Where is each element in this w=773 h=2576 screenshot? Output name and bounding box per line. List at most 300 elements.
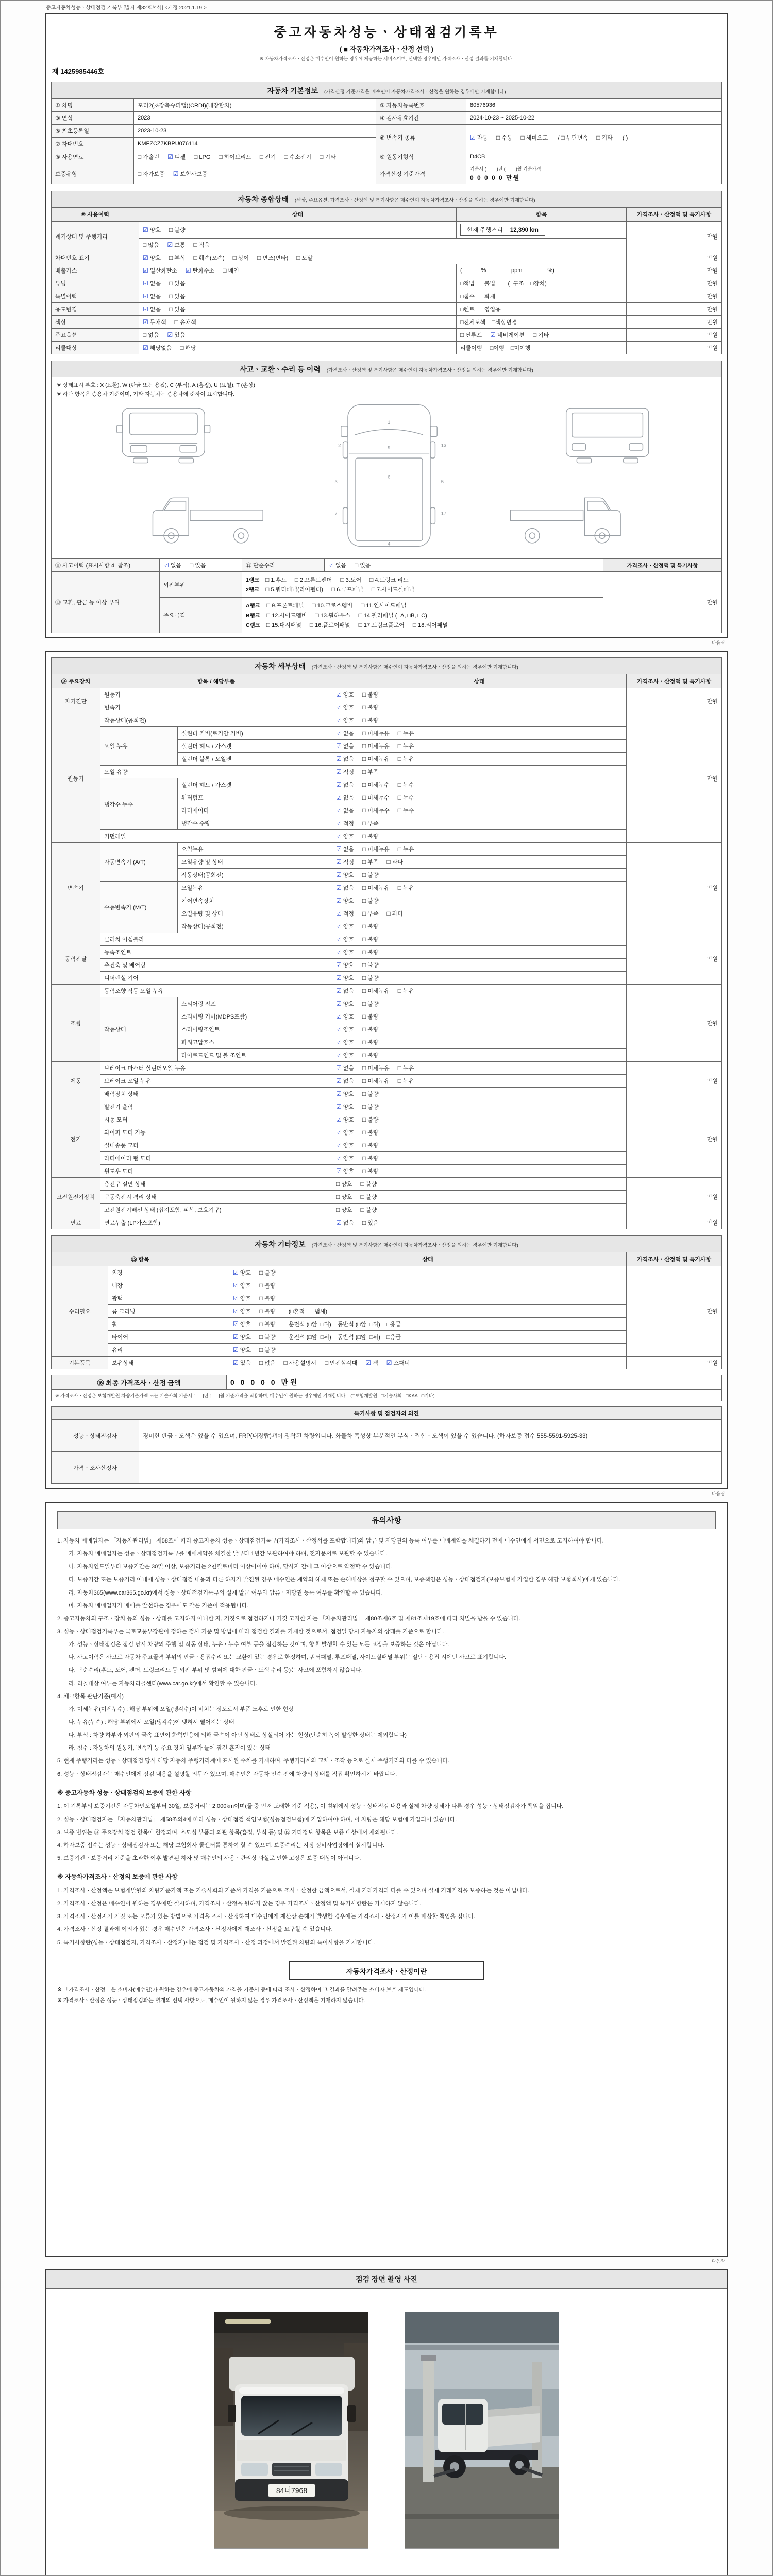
- checkbox-option[interactable]: ☑ 있음: [233, 1359, 251, 1366]
- checkbox-option[interactable]: ☑ 없음: [328, 562, 347, 569]
- overall-title: 자동차 종합상태: [238, 195, 289, 204]
- checkbox-option[interactable]: □ 불량: [362, 1103, 379, 1110]
- checkbox-option[interactable]: □ 유채색: [174, 318, 196, 326]
- checkbox-option[interactable]: ☑ 없음: [143, 306, 161, 313]
- detail-row: [52, 1165, 722, 1178]
- checkbox-option[interactable]: ☑ 탄화수소: [185, 267, 215, 274]
- checkbox-option[interactable]: ☑ 양호: [233, 1333, 251, 1341]
- checkbox-option[interactable]: □ 불량: [362, 923, 379, 930]
- checkbox-option[interactable]: □ 불량: [362, 1116, 379, 1123]
- reg-no-value: 80576936: [466, 99, 722, 112]
- checkbox-option[interactable]: □ 불량: [259, 1295, 276, 1302]
- detail-item-label: 발전기 출력: [100, 1100, 332, 1113]
- checkbox-option[interactable]: □ 미세누유: [362, 755, 390, 762]
- checkbox-option[interactable]: □ 5.쿼터패널(리어펜더): [265, 586, 323, 593]
- checkbox-option[interactable]: ☑ 양호: [336, 1013, 355, 1020]
- checkbox-option[interactable]: ☑ 양호: [336, 717, 355, 724]
- unchecked-box-icon: □: [340, 576, 344, 583]
- detail-item-status: [332, 869, 627, 882]
- checkbox-option[interactable]: □ 불량: [362, 691, 379, 698]
- checkbox-option[interactable]: □ 전기: [259, 153, 276, 160]
- detail-col-item: 항목 / 해당부품: [100, 674, 332, 688]
- checkbox-option[interactable]: □ 적음: [193, 241, 210, 248]
- checkbox-option[interactable]: □ 불량: [362, 974, 379, 981]
- overall-row-label: 주요옵션: [52, 329, 139, 342]
- detail-item-label: 파워고압호스: [178, 1036, 332, 1049]
- checkbox-option[interactable]: □ 부족: [362, 820, 379, 827]
- unchecked-box-icon: □: [259, 1320, 263, 1328]
- checked-box-icon: ☑: [386, 1359, 392, 1366]
- overall-row: [52, 251, 722, 264]
- overall-row-status: [139, 251, 627, 264]
- checkbox-option[interactable]: □ 불량: [362, 1013, 379, 1020]
- checkbox-option[interactable]: ☑ 양호: [336, 961, 355, 969]
- detail-item-status: [332, 933, 627, 946]
- checkbox-option[interactable]: □ 있음: [169, 280, 186, 287]
- checkbox-option[interactable]: □ 누수: [397, 794, 414, 801]
- checkbox-option[interactable]: □ 미세누유: [362, 1064, 390, 1072]
- checkbox-option[interactable]: □ 과다: [386, 858, 404, 866]
- checkbox-option[interactable]: □ 세미오토: [520, 133, 548, 141]
- overall-row-price: 만원: [627, 329, 722, 342]
- checked-box-icon: ☑: [336, 961, 342, 969]
- checkbox-option[interactable]: ☑ 양호: [336, 923, 355, 930]
- checkbox-option[interactable]: ☑ 양호: [143, 226, 161, 233]
- checkbox-option[interactable]: ☑ 보험사보증: [173, 170, 208, 177]
- checkbox-option[interactable]: □ 무단변속: [561, 133, 589, 141]
- checkbox-option[interactable]: ☑ 자동: [470, 133, 489, 141]
- checkbox-option[interactable]: □ 누유: [397, 987, 414, 994]
- checkbox-option[interactable]: □ 누유: [397, 1064, 414, 1072]
- simple-repair-label: ⑫ 단순수리: [242, 559, 325, 572]
- checkbox-option[interactable]: □ 썬루프: [460, 331, 482, 338]
- checkbox-option[interactable]: □ 누유: [397, 845, 414, 853]
- overall-row-price: 만원: [627, 251, 722, 264]
- checkbox-option[interactable]: □ 부식: [169, 254, 186, 261]
- checkbox-option[interactable]: □ 미세누유: [362, 987, 390, 994]
- basic-info-title: 자동차 기본정보: [267, 87, 318, 95]
- checkbox-option[interactable]: □ 14.필러패널 (□A, □B, □C): [358, 612, 427, 619]
- checkbox-option[interactable]: □ 불량: [362, 1000, 379, 1007]
- detail-group-label: 전기: [52, 1100, 100, 1178]
- detail-row: [52, 1178, 722, 1191]
- checkbox-option[interactable]: ☑ 양호: [336, 1052, 355, 1059]
- detail-row: [52, 727, 722, 740]
- checkbox-option[interactable]: ☑ 스패너: [386, 1359, 410, 1366]
- unchecked-box-icon: □: [362, 897, 366, 904]
- checkbox-option[interactable]: □ 매연: [223, 267, 239, 274]
- checkbox-option[interactable]: □ 불량: [362, 1052, 379, 1059]
- opinion-table: [51, 1406, 722, 1484]
- checked-box-icon: ☑: [336, 948, 342, 956]
- checkbox-option[interactable]: ☑ 양호: [336, 936, 355, 943]
- checkbox-option[interactable]: □ 불량: [362, 1039, 379, 1046]
- detail-item-status: [332, 1010, 627, 1023]
- checkbox-option[interactable]: ☑ 적정: [336, 820, 355, 827]
- checkbox-option[interactable]: □ 있음: [190, 562, 206, 569]
- checkbox-option[interactable]: ☑ 양호: [336, 1116, 355, 1123]
- checked-box-icon: ☑: [336, 1142, 342, 1149]
- detail-group-price: 만원: [627, 1062, 722, 1100]
- rankB-label: B랭크: [246, 613, 260, 619]
- unchecked-box-icon: □: [362, 1155, 366, 1162]
- detail-item-label: 냉각수 수량: [178, 817, 332, 830]
- checkbox-option[interactable]: ☑ 양호: [336, 1000, 355, 1007]
- checkbox-option[interactable]: ☑ 양호: [233, 1320, 251, 1328]
- checkbox-option[interactable]: □ 없음: [259, 1359, 276, 1366]
- checkbox-option[interactable]: □ 미세누수: [362, 794, 390, 801]
- checked-box-icon: ☑: [143, 267, 148, 274]
- overall-note: (색상, 주요옵션, 가격조사ㆍ산정액 및 특기사항은 매수인이 자동차가격조사ㆍ산정을 원하는 경우에만 기재합니다): [294, 198, 535, 204]
- section-main-form: [45, 13, 728, 638]
- checkbox-option[interactable]: □ LPG: [194, 153, 211, 160]
- checked-box-icon: ☑: [336, 1167, 342, 1175]
- checkbox-option[interactable]: ☑ 일산화탄소: [143, 267, 177, 274]
- detail-subgroup-label: 수동변속기 (M/T): [100, 882, 178, 933]
- checkbox-option[interactable]: □ 4.트렁크 리드: [369, 576, 409, 583]
- detail-group-label: 동력전달: [52, 933, 100, 985]
- checkbox-option[interactable]: ☑ 없음: [336, 755, 355, 762]
- detail-item-label: 워터펌프: [178, 791, 332, 804]
- overall-row-status: [139, 342, 457, 354]
- checkbox-option[interactable]: □ 불량: [259, 1269, 276, 1276]
- checkbox-option[interactable]: ☑ 있음: [167, 331, 186, 338]
- base-price-value: 0 0 0 0 0 만원: [470, 174, 520, 181]
- detail-item-status: [332, 1100, 627, 1113]
- checkbox-option[interactable]: □ 부족: [362, 910, 379, 917]
- checked-box-icon: ☑: [336, 910, 342, 917]
- checkbox-option[interactable]: ☑ 없음: [336, 845, 355, 853]
- checkbox-option[interactable]: □ 미세누유: [362, 884, 390, 891]
- checkbox-option[interactable]: □ 불량: [259, 1346, 276, 1353]
- overall-status-table: [51, 207, 722, 354]
- checkbox-option[interactable]: ☑ 양호: [336, 1155, 355, 1162]
- etc-row: [52, 1344, 722, 1357]
- unchecked-box-icon: □: [169, 293, 173, 300]
- detail-item-label: 작동상태(공회전): [100, 714, 332, 727]
- etc-item-status: [229, 1318, 627, 1331]
- unchecked-box-icon: □: [362, 1077, 366, 1084]
- checkbox-option[interactable]: □ 부족: [362, 858, 379, 866]
- unchecked-box-icon: □: [520, 133, 525, 141]
- overall-row-status: [139, 239, 627, 251]
- checkbox-option[interactable]: □ 18.리어패널: [412, 621, 448, 629]
- detail-group-price: 만원: [627, 933, 722, 985]
- checkbox-option[interactable]: □ 7.사이드실패널: [371, 586, 415, 593]
- checkbox-option[interactable]: □ 불량: [362, 1129, 379, 1136]
- checkbox-option[interactable]: □ 누유: [397, 755, 414, 762]
- checkbox-option[interactable]: ☑ 없음: [336, 884, 355, 891]
- checkbox-option[interactable]: □ 불량: [362, 1090, 379, 1097]
- checkbox-option[interactable]: □ 12.사이드멤버: [266, 612, 307, 619]
- checkbox-option[interactable]: □ 누수: [397, 781, 414, 788]
- checkbox-option[interactable]: □ 13.휠하우스: [315, 612, 350, 619]
- photo-front-svg: [214, 2312, 368, 2549]
- checkbox-option[interactable]: ☑ 양호: [336, 1142, 355, 1149]
- checkbox-option[interactable]: ☑ 양호: [336, 1167, 355, 1175]
- notice-line: 가. 미세누유(미세누수) : 해당 부위에 오일(냉각수)이 비치는 정도로서 부품 노후로 인한 현상: [69, 1706, 294, 1713]
- checkbox-option[interactable]: ☑ 양호: [336, 948, 355, 956]
- checkbox-option[interactable]: □ 누유: [397, 884, 414, 891]
- unchecked-box-icon: □: [460, 331, 464, 338]
- unchecked-box-icon: □: [259, 1333, 263, 1341]
- svg-text:13: 13: [441, 442, 447, 448]
- overall-header: [51, 191, 722, 207]
- checkbox-option[interactable]: □ 불량: [362, 897, 379, 904]
- detail-item-label: 오일누유: [178, 843, 332, 856]
- detail-item-status: [332, 753, 627, 766]
- checkbox-option[interactable]: □ 있음: [169, 306, 186, 313]
- checkbox-option[interactable]: □ 16.플로어패널: [309, 621, 350, 629]
- detail-row: [52, 1152, 722, 1165]
- detail-group-label: 자기진단: [52, 688, 100, 714]
- detail-subgroup-label: 자동변속기 (A/T): [100, 843, 178, 882]
- checkbox-option[interactable]: □ 부족: [362, 768, 379, 775]
- checkbox-option[interactable]: ☑ 없음: [336, 742, 355, 750]
- section-photos: [45, 2269, 728, 2576]
- checkbox-option[interactable]: □ 상이: [232, 254, 249, 261]
- checkbox-option[interactable]: □ 수소전기: [284, 153, 312, 160]
- checkbox-option[interactable]: □ 불량: [362, 833, 379, 840]
- unchecked-box-icon: □: [336, 1193, 340, 1200]
- checkbox-option[interactable]: □ 미세누유: [362, 742, 390, 750]
- checkbox-option[interactable]: □ 기타: [596, 133, 613, 141]
- checkbox-option[interactable]: ☑ 양호: [233, 1269, 251, 1276]
- checkbox-option[interactable]: ☑ 양호: [336, 1039, 355, 1046]
- checkbox-option[interactable]: ☑ 적정: [336, 768, 355, 775]
- checked-box-icon: ☑: [336, 923, 342, 930]
- checkbox-option[interactable]: □ 있음: [169, 293, 186, 300]
- checkbox-option[interactable]: ☑ 양호: [336, 974, 355, 981]
- checkbox-option[interactable]: □ 불량: [362, 1167, 379, 1175]
- checkbox-option[interactable]: □ 불량: [362, 704, 379, 711]
- checkbox-option[interactable]: □ 누유: [397, 1077, 414, 1084]
- unchecked-box-icon: □: [362, 807, 366, 814]
- checkbox-option[interactable]: ☑ 양호: [336, 1090, 355, 1097]
- checkbox-option[interactable]: □ 도말: [296, 254, 313, 261]
- unchecked-box-icon: □: [362, 1129, 366, 1136]
- checkbox-option[interactable]: □ 수동: [496, 133, 513, 141]
- checkbox-option[interactable]: □ 9.프론트패널: [266, 602, 304, 609]
- unchecked-box-icon: □: [386, 858, 391, 866]
- checkbox-option[interactable]: □ 불량: [259, 1308, 276, 1315]
- checkbox-option[interactable]: ☑ 양호: [233, 1346, 251, 1353]
- checkbox-option[interactable]: ☑ 디젤: [167, 153, 186, 160]
- checkbox-option[interactable]: □ 없음: [143, 331, 159, 338]
- photo-lift-svg: [405, 2312, 559, 2549]
- checkbox-option[interactable]: ☑ 없음: [336, 730, 355, 737]
- checkbox-option[interactable]: □ 하이브리드: [219, 153, 251, 160]
- checkbox-option[interactable]: □ 훼손(오손): [193, 254, 225, 261]
- checkbox-option[interactable]: □ 10.크로스멤버: [312, 602, 353, 609]
- checkbox-option[interactable]: ☑ 해당없음: [143, 344, 172, 351]
- checkbox-option[interactable]: ☑ 보통: [167, 241, 186, 248]
- checkbox-option[interactable]: □ 기타: [320, 153, 336, 160]
- checkbox-option[interactable]: □ 있음: [362, 1219, 379, 1226]
- detail-group-price: 만원: [627, 1100, 722, 1178]
- unchecked-box-icon: □: [193, 241, 197, 248]
- detail-header: [51, 657, 722, 674]
- current-mileage-box: 현재 주행거리 12,390 km: [460, 224, 545, 236]
- detail-item-label: 와이퍼 모터 기능: [100, 1126, 332, 1139]
- checkbox-option[interactable]: □ 미세누수: [362, 807, 390, 814]
- detail-row: [52, 714, 722, 727]
- checkbox-option[interactable]: □ 불량: [362, 1142, 379, 1149]
- unchecked-box-icon: □: [143, 331, 147, 338]
- checkbox-option[interactable]: ☑ 없음: [336, 794, 355, 801]
- detail-row: [52, 701, 722, 714]
- checkbox-option[interactable]: ☑ 무채색: [143, 318, 166, 326]
- checkbox-option[interactable]: □ 불량: [259, 1333, 276, 1341]
- checkbox-option[interactable]: ☑ 네비게이션: [490, 331, 525, 338]
- checkbox-option[interactable]: □ 2.프론트펜더: [294, 576, 332, 583]
- year-label: ③ 연식: [52, 112, 134, 125]
- notice-line: 다. 보증기간 또는 보증거리 이내에 성능ㆍ상태점검 내용과 다른 하자가 발견된 경우 매수인은 계약의 해제 또는 손해배상을 청구할 수 있으며, 보증책임은 성능ㆍ상태점검자(보증보험에 가입한 경우 해당 보험회사)에게 있습니다.: [69, 1577, 620, 1583]
- checkbox-option[interactable]: □ 17.트렁크플로어: [358, 621, 405, 629]
- checkbox-option[interactable]: □ 불량: [362, 936, 379, 943]
- etc-group-label: 기본품목: [52, 1357, 108, 1369]
- checkbox-option[interactable]: □ 불량: [360, 1193, 377, 1200]
- checkbox-option[interactable]: □ 있음: [355, 562, 371, 569]
- unchecked-box-icon: □: [169, 254, 173, 261]
- checkbox-option[interactable]: ☑ 없음: [336, 807, 355, 814]
- checkbox-option[interactable]: ☑ 없음: [336, 987, 355, 994]
- car-front-view: [117, 408, 210, 463]
- checkbox-option[interactable]: □ 불량: [362, 948, 379, 956]
- checkbox-option[interactable]: □ 양호: [336, 1180, 352, 1188]
- unchecked-box-icon: □: [284, 153, 288, 160]
- checkbox-option[interactable]: □ 불량: [362, 961, 379, 969]
- checkbox-option[interactable]: □ 6.루프패널: [331, 586, 363, 593]
- checkbox-option[interactable]: ☑ 잭: [365, 1359, 378, 1366]
- detail-item-status: [332, 1204, 627, 1216]
- unchecked-box-icon: □: [397, 755, 402, 762]
- detail-row: [52, 1075, 722, 1088]
- price-survey-select[interactable]: ( ■ 자동차가격조사ㆍ산정 선택 ): [340, 45, 433, 53]
- checkbox-option[interactable]: □ 미세누유: [362, 730, 390, 737]
- checkbox-option[interactable]: ☑ 없음: [336, 781, 355, 788]
- detail-item-status: [332, 804, 627, 817]
- unchecked-box-icon: □: [193, 254, 197, 261]
- checkbox-option[interactable]: ☑ 없음: [163, 562, 182, 569]
- checkbox-option[interactable]: □ 1.후드: [265, 576, 287, 583]
- notice-line: 2. 중고자동차의 구조ㆍ장치 등의 성능ㆍ상태를 고지하지 아니한 자, 거짓으로 점검하거나 거짓 고지한 자는 「자동차관리법」 제80조제6호 및 제81조제19호에 따라 처벌을 받을 수 있습니다.: [57, 1615, 520, 1622]
- checkbox-option[interactable]: ☑ 양호: [336, 871, 355, 878]
- checked-box-icon: ☑: [365, 1359, 372, 1366]
- checkbox-option[interactable]: □ 가솔린: [138, 153, 160, 160]
- svg-text:7: 7: [334, 510, 338, 516]
- svg-text:1: 1: [388, 419, 391, 426]
- checkbox-option[interactable]: □ 양호: [336, 1206, 352, 1213]
- checkbox-option[interactable]: ☑ 없음: [143, 293, 161, 300]
- checkbox-option[interactable]: □ 미세누유: [362, 845, 390, 853]
- unchecked-box-icon: □: [362, 845, 366, 853]
- checkbox-option[interactable]: □ 미세누수: [362, 781, 390, 788]
- checkbox-option[interactable]: ☑ 없음: [336, 1077, 355, 1084]
- first-reg-value: 2023-10-23: [134, 125, 376, 138]
- checked-box-icon: ☑: [143, 306, 148, 313]
- checkbox-option[interactable]: ☑ 양호: [336, 833, 355, 840]
- checkbox-option[interactable]: □ 자가보증: [138, 170, 165, 177]
- checkbox-option[interactable]: □ 누유: [397, 742, 414, 750]
- next-page-note: 다음장: [711, 640, 725, 646]
- checkbox-option[interactable]: □ 불량: [360, 1180, 377, 1188]
- checked-box-icon: ☑: [336, 1116, 342, 1123]
- unchecked-box-icon: □: [362, 1064, 366, 1072]
- overall-row-status: [139, 222, 457, 239]
- checkbox-option[interactable]: □ 기타: [533, 331, 549, 338]
- checkbox-option[interactable]: □ 불량: [259, 1282, 276, 1289]
- checkbox-option[interactable]: □ 불량: [362, 1026, 379, 1033]
- checkbox-option[interactable]: □ 불량: [362, 871, 379, 878]
- checkbox-option[interactable]: ☑ 없음: [143, 280, 161, 287]
- svg-text:4: 4: [388, 540, 391, 547]
- checkbox-option[interactable]: □ 누유: [397, 730, 414, 737]
- checkbox-option[interactable]: □ 양호: [336, 1193, 352, 1200]
- checkbox-option[interactable]: ☑ 양호: [336, 1103, 355, 1110]
- checkbox-option[interactable]: □ 불량: [169, 226, 186, 233]
- checked-box-icon: ☑: [336, 1026, 342, 1033]
- checkbox-option[interactable]: □ 많음: [143, 241, 159, 248]
- detail-item-label: 동력조향 작동 오일 누유: [100, 985, 332, 997]
- checked-box-icon: ☑: [143, 254, 148, 261]
- checkbox-option[interactable]: ☑ 양호: [336, 704, 355, 711]
- detail-item-label: 배력장치 상태: [100, 1088, 332, 1100]
- detail-item-status: [332, 894, 627, 907]
- checked-box-icon: ☑: [185, 267, 191, 274]
- checkbox-option[interactable]: □ 안전삼각대: [324, 1359, 358, 1366]
- checkbox-option[interactable]: ☑ 양호: [336, 1026, 355, 1033]
- checkbox-option[interactable]: ☑ 양호: [336, 691, 355, 698]
- detail-row: [52, 843, 722, 856]
- checkbox-option[interactable]: □ 3.도어: [340, 576, 362, 583]
- etc-row: [52, 1305, 722, 1318]
- status-code-legend: ※ 상태표시 부호 : X (교환), W (판금 또는 용접), C (부식), A (흠집), U (요철), T (손상): [57, 382, 255, 388]
- etc-item-label: 보유상태: [108, 1357, 229, 1369]
- checked-box-icon: ☑: [167, 331, 173, 338]
- final-price-note: ※ 가격조사ㆍ산정은 보험개발원 차량기준가액 또는 기술사회 기준서 [ ]년 [ ]월 기준가격을 적용하며, 매수인이 원하는 경우에만 기재합니다. (□보험개발원 □기술사회 □KAA □기타): [52, 1390, 722, 1401]
- checkbox-option[interactable]: □ 누수: [397, 807, 414, 814]
- checkbox-option[interactable]: ☑ 양호: [336, 1129, 355, 1136]
- checkbox-option[interactable]: ☑ 양호: [233, 1308, 251, 1315]
- checkbox-option[interactable]: □ 불량: [259, 1320, 276, 1328]
- notice-line: 4. 하자보증 접수는 성능ㆍ상태점검자 또는 해당 보험회사 콜센터를 통하여 할 수 있으며, 보증수리는 지정 정비사업장에서 실시합니다.: [57, 1842, 384, 1849]
- checkbox-option[interactable]: □ 불량: [362, 1155, 379, 1162]
- checkbox-option[interactable]: ☑ 양호: [336, 897, 355, 904]
- checkbox-option[interactable]: □ 11.인사이드패널: [361, 602, 407, 609]
- checkbox-option[interactable]: ☑ 양호: [143, 254, 161, 261]
- checkbox-option[interactable]: □ 15.대시패널: [266, 621, 301, 629]
- checkbox-option[interactable]: □ 해당: [180, 344, 196, 351]
- checkbox-option[interactable]: ☑ 없음: [336, 1064, 355, 1072]
- notice-body: [57, 1536, 716, 1947]
- document-title: 중고자동차성능ㆍ상태점검기록부: [274, 25, 499, 40]
- overall-row: [52, 239, 722, 251]
- checkbox-option[interactable]: □ 미세누유: [362, 1077, 390, 1084]
- checkbox-option[interactable]: □ 변조(변타): [257, 254, 289, 261]
- checkbox-option[interactable]: ☑ 없음: [336, 1219, 355, 1226]
- checked-box-icon: ☑: [336, 717, 342, 724]
- checkbox-option[interactable]: □ 과다: [386, 910, 404, 917]
- checkbox-option[interactable]: ☑ 양호: [233, 1295, 251, 1302]
- checkbox-option[interactable]: ☑ 양호: [233, 1282, 251, 1289]
- checkbox-option[interactable]: ☑ 적정: [336, 910, 355, 917]
- checkbox-option[interactable]: □ 사용설명서: [283, 1359, 316, 1366]
- svg-text:9: 9: [388, 445, 391, 451]
- checkbox-option[interactable]: ☑ 적정: [336, 858, 355, 866]
- checkbox-option[interactable]: □ 불량: [362, 717, 379, 724]
- checkbox-option[interactable]: □ 불량: [360, 1206, 377, 1213]
